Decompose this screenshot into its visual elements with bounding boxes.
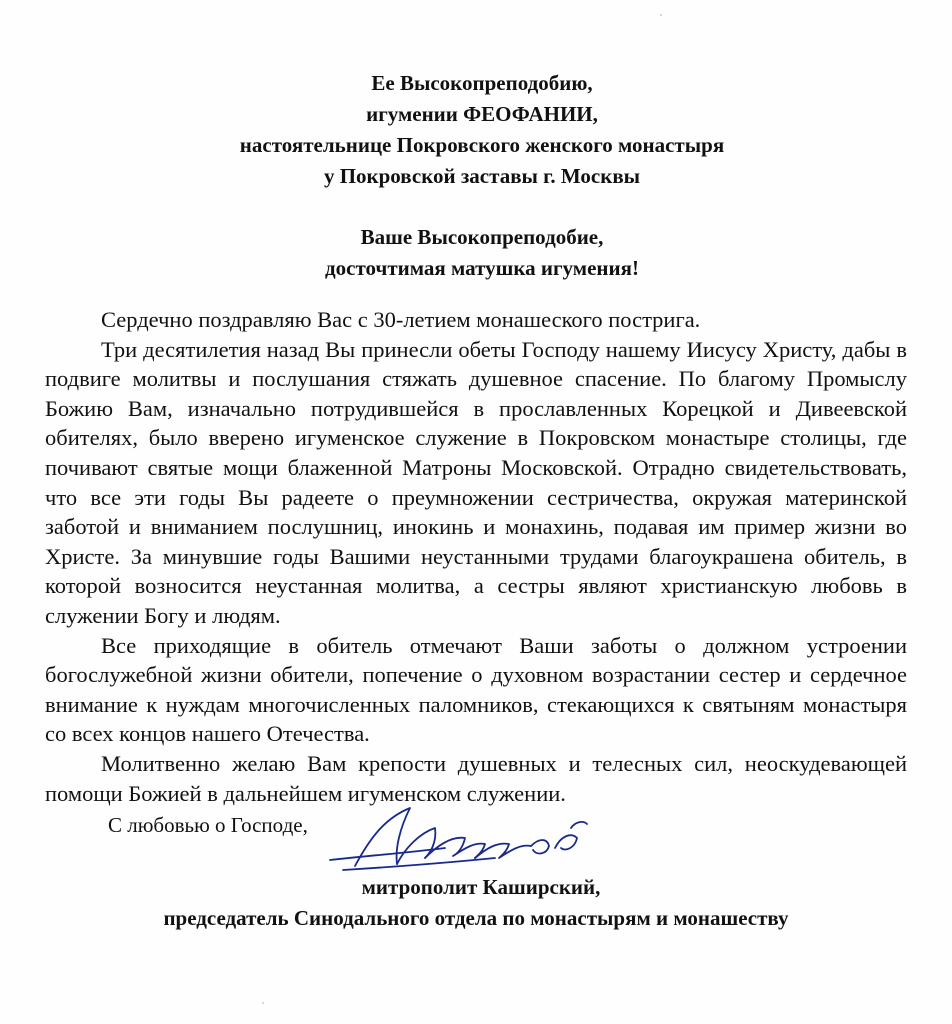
addressee-line: Ее Высокопреподобию, (371, 71, 593, 95)
paper-speck (262, 1002, 264, 1004)
closing-phrase: С любовью о Господе, (108, 813, 308, 837)
addressee-line: у Покровской заставы г. Москвы (323, 164, 641, 188)
body-paragraph: Три десятилетия назад Вы принесли обеты Господу нашему Иисусу Христу, дабы в подвиге молитвы и послушания стяжать душевное спасение. По благому Промыслу Божию Вам, изначально потрудившейся в прославленных Корецкой и Дивеевской обителях, было вверено игуменское служение в Покровском монастыре столицы, где почивают святые мощи блаженной Матроны Московской. Отрадно свидетельствовать, что все эти годы Вы радеете о преумножении сестричества, окружая материнской заботой и вниманием послушниц, инокинь и монахинь, подавая им пример жизни во Христе. За минувшие годы Вашими неустанными трудами благоукрашена обитель, в которой возносится неустанная молитва, а сестры являют христианскую любовь в служении Богу и людям. (45, 336, 907, 628)
salutation-line: досточтимая матушка игумения! (325, 256, 639, 280)
paper-speck (660, 14, 662, 16)
handwritten-signature (325, 798, 595, 882)
signer-title: митрополит Каширский, (361, 875, 601, 899)
signer-position: председатель Синодального отдела по монастырям и монашеству (163, 906, 789, 930)
salutation-line: Ваше Высокопреподобие, (360, 225, 604, 249)
addressee-line: игумении ФЕОФАНИИ, (366, 102, 598, 126)
salutation-block (0, 222, 952, 284)
body-paragraph: Сердечно поздравляю Вас с 30-летием монашеского пострига. (101, 307, 701, 332)
addressee-block (0, 68, 952, 192)
body-paragraph: Молитвенно желаю Вам крепости душевных и телесных сил, неоскудевающей помощи Божией в дальнейшем игуменском служении. (45, 750, 907, 806)
addressee-line: настоятельнице Покровского женского монастыря (239, 133, 725, 157)
body-paragraph: Все приходящие в обитель отмечают Ваши заботы о должном устроении богослужебной жизни обители, попечение о духовном возрастании сестер и сердечное внимание к нуждам многочисленных паломников, стекающихся к святыням монастыря со всех концов нашего Отечества. (45, 632, 907, 747)
letter-body (45, 305, 907, 808)
signer-block (0, 872, 952, 934)
